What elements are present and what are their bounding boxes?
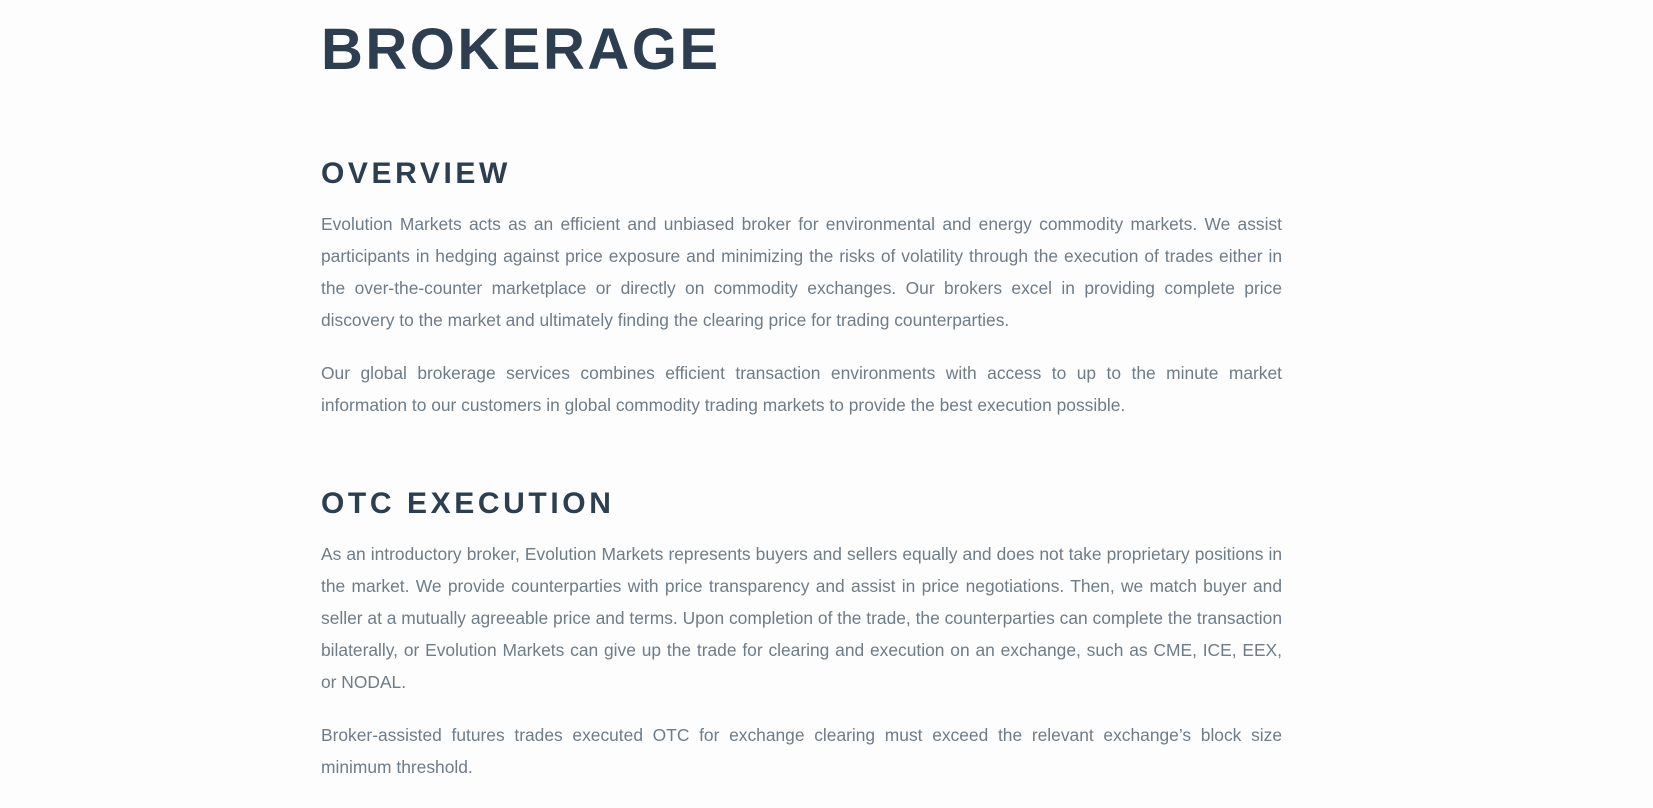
overview-paragraph-2: Our global brokerage services combines efficient transaction environments with access to up to the minute market information to our customers in global commodity trading markets to provide the best execution possible. bbox=[321, 363, 1282, 415]
otc-execution-paragraph-1: As an introductory broker, Evolution Markets represents buyers and sellers equally and does not take proprietary positions in the market. We provide counterparties with price transparency and assist in price negotiations. Then, we match buyer and seller at a mutually agreeable price and terms. Upon completion of the trade, the counterparties can complete the transaction bilaterally, or Evolution Markets can give up the trade for clearing and execution on an exchange, such as CME, ICE, EEX, or NODAL. bbox=[321, 544, 1282, 692]
otc-execution-section bbox=[321, 486, 1282, 783]
overview-paragraph-1: Evolution Markets acts as an efficient and unbiased broker for environmental and energy commodity markets. We assist participants in hedging against price exposure and minimizing the risks of volatility through the execution of trades either in the over-the-counter marketplace or directly on commodity exchanges. Our brokers excel in providing complete price discovery to the market and ultimately finding the clearing price for trading counterparties. bbox=[321, 214, 1282, 330]
overview-heading: OVERVIEW bbox=[321, 157, 511, 190]
otc-execution-paragraph-2: Broker-assisted futures trades executed OTC for exchange clearing must exceed the relevant exchange’s block size minimum threshold. bbox=[321, 725, 1282, 777]
overview-section bbox=[321, 156, 1282, 421]
page-title: BROKERAGE bbox=[321, 17, 721, 82]
main-content bbox=[321, 0, 1282, 783]
otc-execution-heading: OTC EXECUTION bbox=[321, 487, 615, 520]
